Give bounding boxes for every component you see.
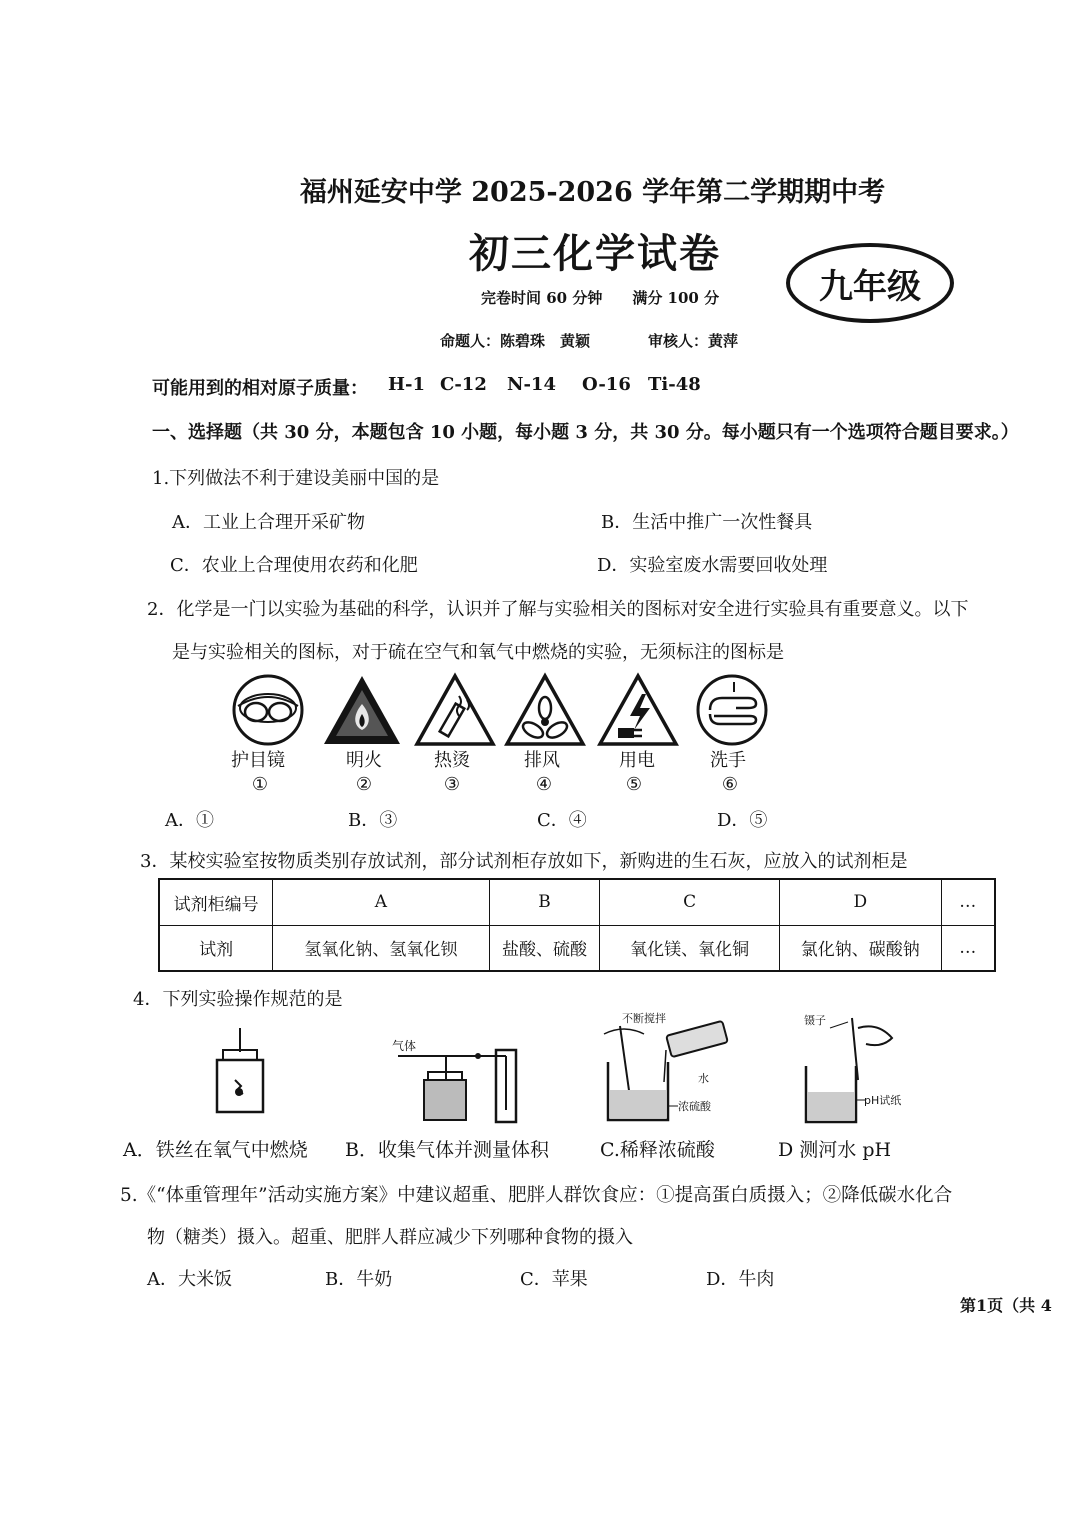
question-4-caption-c: C.稀释浓硫酸 [600, 1139, 715, 1161]
question-1-option-a: A．工业上合理开采矿物 [172, 512, 365, 533]
question-1-option-b: B．生活中推广一次性餐具 [601, 512, 813, 533]
wash-hands-icon [690, 670, 774, 754]
icon-number-3: ③ [443, 774, 461, 795]
exam-reviewer: 审核人：黄萍 [648, 332, 739, 350]
question-5-stem-line2: 物（糖类）摄入。超重、肥胖人群应减少下列哪种食物的摄入 [147, 1227, 633, 1248]
gas-collection-apparatus-icon [388, 1010, 538, 1125]
question-2-stem-line1: 2．化学是一门以实验为基础的科学，认识并了解与实验相关的图标对安全进行实验具有重要意义。以下 [147, 599, 969, 620]
table-header-cell: 试剂柜编号 [159, 879, 273, 925]
goggles-icon [226, 670, 310, 754]
table-cell: 试剂 [159, 925, 273, 971]
exam-time-score: 完卷时间 60 分钟 满分 100 分 [481, 289, 720, 307]
icon-number-5: ⑤ [625, 774, 643, 795]
atomic-mass-c: C-12 [440, 374, 487, 395]
ph-test-apparatus-icon [800, 1010, 940, 1125]
icon-label-wash: 洗手 [710, 750, 746, 771]
question-2-option-a: A．① [165, 810, 214, 831]
water-label: 水 [698, 1072, 709, 1085]
open-flame-icon [320, 670, 404, 754]
stir-label: 不断搅拌 [622, 1012, 666, 1025]
table-header-row [159, 879, 995, 925]
question-2-option-d: D．⑤ [717, 810, 768, 831]
question-2-option-c: C．④ [537, 810, 587, 831]
atomic-mass-h: H-1 [388, 374, 426, 395]
question-1-option-d: D．实验室废水需要回收处理 [597, 555, 828, 576]
iron-wire-combustion-apparatus-icon [205, 1010, 275, 1120]
subject-title: 初三化学试卷 [469, 230, 721, 277]
icon-label-goggles: 护目镜 [231, 750, 285, 771]
grade-badge-text: 九年级 [819, 266, 921, 307]
atomic-mass-n: N-14 [507, 374, 556, 395]
question-1-option-c: C．农业上合理使用农药和化肥 [170, 555, 418, 576]
table-cell: 氢氧化钠、氢氧化钡 [273, 925, 489, 971]
tweezers-label: 镊子 [804, 1014, 826, 1027]
icon-label-fan: 排风 [524, 750, 560, 771]
table-row [159, 925, 995, 971]
question-5-option-d: D．牛肉 [706, 1269, 775, 1290]
electricity-icon [596, 670, 680, 754]
reagent-cabinet-table [158, 878, 996, 972]
question-5-option-b: B．牛奶 [325, 1269, 393, 1290]
table-cell: 盐酸、硫酸 [489, 925, 600, 971]
atomic-mass-ti: Ti-48 [648, 374, 701, 395]
gas-label: 气体 [392, 1039, 417, 1053]
icon-number-1: ① [251, 774, 269, 795]
ph-paper-label: pH试纸 [864, 1094, 902, 1107]
icon-label-electricity: 用电 [619, 750, 655, 771]
table-cell: 氧化镁、氧化铜 [600, 925, 780, 971]
acid-dilution-apparatus-icon [598, 1010, 748, 1125]
table-header-cell: A [273, 879, 489, 925]
grade-badge [786, 243, 954, 323]
question-5-stem-line1: 5.《“体重管理年”活动实施方案》中建议超重、肥胖人群饮食应：①提高蛋白质摄入；②降低碳水化合 [120, 1185, 953, 1206]
atomic-mass-label: 可能用到的相对原子质量： [152, 378, 368, 399]
question-2-stem-line2: 是与实验相关的图标，对于硫在空气和氧气中燃烧的实验，无须标注的图标是 [172, 642, 784, 663]
icon-number-2: ② [355, 774, 373, 795]
page-number: 第1页（共 4 [960, 1296, 1052, 1315]
hot-surface-icon [413, 670, 497, 754]
acid-label: 浓硫酸 [678, 1100, 711, 1113]
question-4-caption-a: A．铁丝在氧气中燃烧 [123, 1139, 308, 1161]
question-3-stem: 3．某校实验室按物质类别存放试剂，部分试剂柜存放如下，新购进的生石灰，应放入的试剂柜是 [140, 851, 908, 872]
icon-label-hot: 热烫 [434, 750, 470, 771]
icon-number-6: ⑥ [721, 774, 739, 795]
table-header-cell: … [941, 879, 995, 925]
icon-number-4: ④ [535, 774, 553, 795]
question-4-caption-d: D 测河水 pH [778, 1139, 892, 1161]
exam-title: 福州延安中学 2025-2026 学年第二学期期中考 [299, 177, 886, 208]
question-4-stem: 4．下列实验操作规范的是 [133, 989, 343, 1010]
ventilation-fan-icon [503, 670, 587, 754]
question-1-stem: 1.下列做法不利于建设美丽中国的是 [152, 468, 440, 489]
table-cell: 氯化钠、碳酸钠 [779, 925, 941, 971]
question-2-option-b: B．③ [348, 810, 398, 831]
section-title: 一、选择题（共 30 分，本题包含 10 小题，每小题 3 分，共 30 分。每小题只有一个选项符合题目要求。） [152, 422, 1019, 443]
exam-authors: 命题人：陈碧珠 黄颖 [440, 332, 591, 350]
question-5-option-c: C．苹果 [520, 1269, 588, 1290]
icon-label-flame: 明火 [346, 750, 382, 771]
question-4-caption-b: B．收集气体并测量体积 [345, 1139, 549, 1161]
atomic-mass-o: O-16 [582, 374, 631, 395]
table-header-cell: D [779, 879, 941, 925]
table-cell: … [941, 925, 995, 971]
table-header-cell: B [489, 879, 600, 925]
table-header-cell: C [600, 879, 780, 925]
question-5-option-a: A．大米饭 [147, 1269, 232, 1290]
